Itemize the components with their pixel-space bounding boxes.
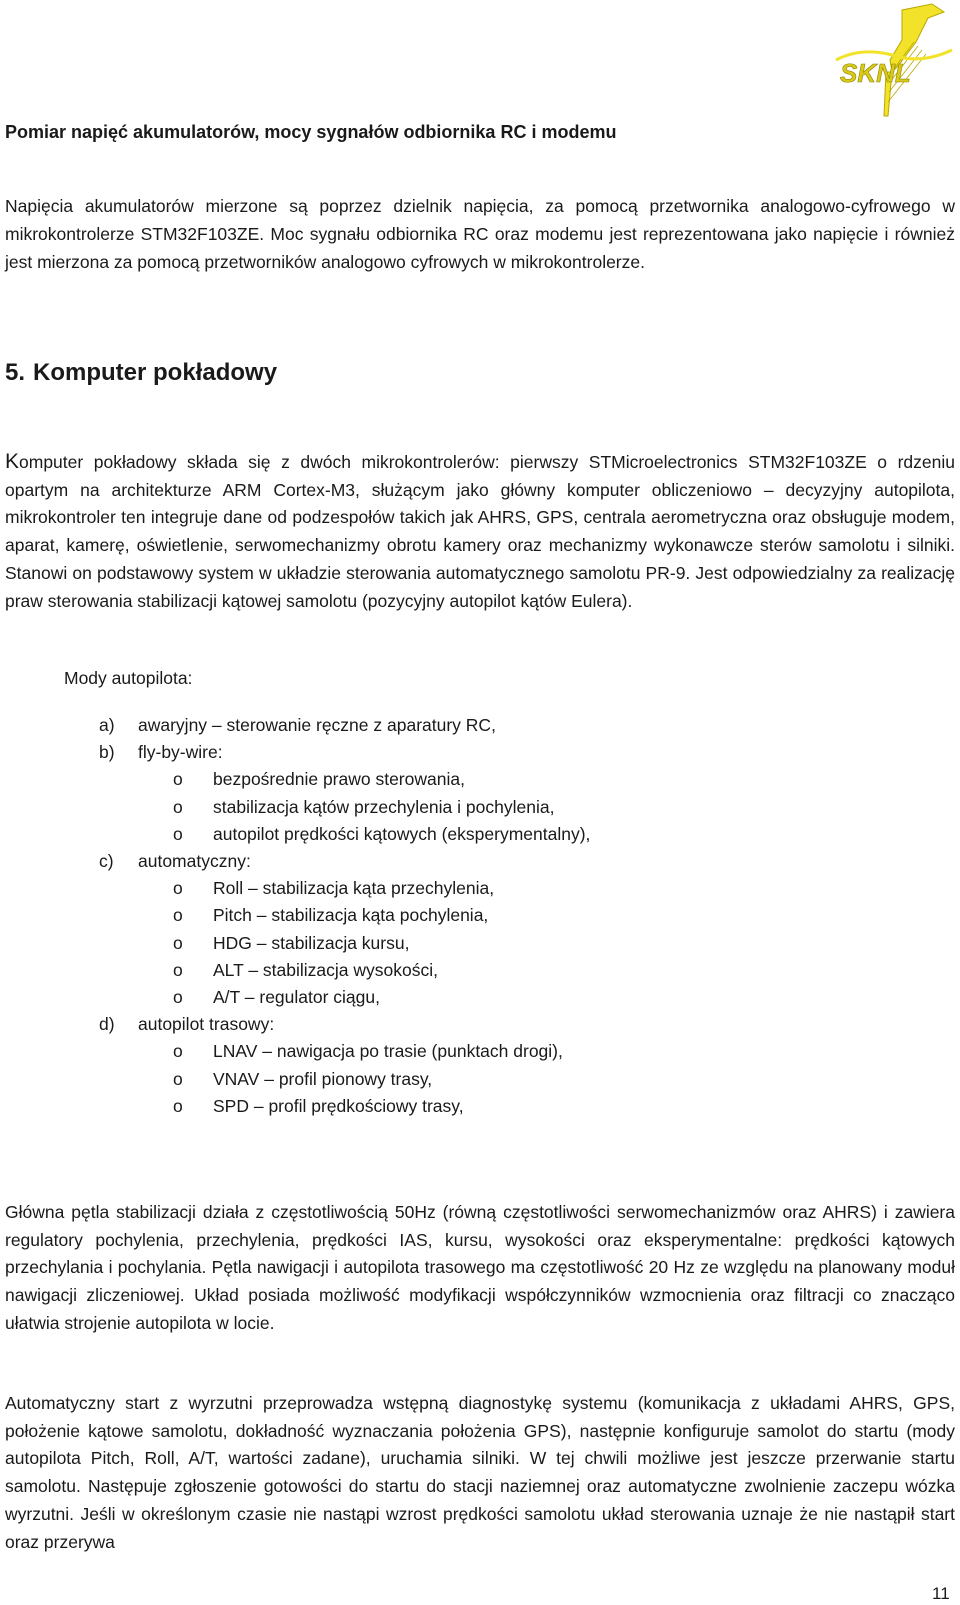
mode-text: autopilot trasowy: <box>138 1014 275 1035</box>
bullet-icon: o <box>173 823 183 844</box>
bullet-icon: o <box>173 1068 183 1089</box>
bullet-icon: o <box>173 1095 183 1116</box>
glider-logo-icon <box>832 2 956 120</box>
mode-subitem-text: Pitch – stabilizacja kąta pochylenia, <box>213 905 489 926</box>
logo-text: SKNL <box>840 58 911 88</box>
bullet-icon: o <box>173 1041 183 1062</box>
bullet-icon: o <box>173 987 183 1007</box>
bullet-icon: o <box>173 932 183 953</box>
mode-text: fly-by-wire: <box>138 742 223 763</box>
bullet-icon: o <box>173 796 183 817</box>
page-number: 11 <box>932 1584 950 1603</box>
bullet-icon: o <box>173 959 183 980</box>
mode-subitem-text: A/T – regulator ciągu, <box>213 987 380 1007</box>
mode-subitem-text: HDG – stabilizacja kursu, <box>213 932 410 953</box>
section-number: 5. <box>5 359 26 386</box>
section-title: Komputer pokładowy <box>33 359 278 386</box>
mode-letter: c) <box>99 851 114 871</box>
bullet-icon: o <box>173 905 183 926</box>
mode-subitem-text: Roll – stabilizacja kąta przechylenia, <box>213 878 495 899</box>
bullet-icon: o <box>173 769 183 790</box>
mode-subitem-text: VNAV – profil pionowy trasy, <box>213 1068 433 1089</box>
mode-letter: a) <box>99 715 115 735</box>
bullet-icon: o <box>173 878 183 899</box>
mode-subitem-text: bezpośrednie prawo sterowania, <box>213 769 465 790</box>
modes-title: Mody autopilota: <box>64 668 193 688</box>
sknl-logo <box>832 2 956 120</box>
mode-subitem-text: ALT – stabilizacja wysokości, <box>213 959 438 980</box>
paragraph-4: Automatyczny start z wyrzutni przeprowadza wstępną diagnostykę systemu (komunikacja z układami AHRS, GPS, położenie kątowe samolotu, dokładność wyznaczania położenia GPS), następnie konfiguruje samolot do startu (mody autopilota Pitch, Roll, A/T, wartości zadane), uruchamia silniki. W tej chwili możliwe jest jeszcze przerwanie startu samolotu. Następuje zgłoszenie gotowości do startu do stacji naziemnej oraz automatyczne zwolnienie zaczepu wózka wyrzutni. Jeśli w określonym czasie nie nastąpi wzrost prędkości samolotu układ sterowania uznaje że nie nastąpił start oraz przerywa <box>5 1393 955 1552</box>
mode-subitem-text: LNAV – nawigacja po trasie (punktach drogi), <box>213 1041 563 1062</box>
paragraph-3: Główna pętla stabilizacji działa z częstotliwością 50Hz (równą częstotliwości serwomechanizmów oraz AHRS) i zawiera regulatory pochylenia, przechylenia, prędkości IAS, kursu, wysokości oraz eksperymentalne: prędkości kątowych przechylania i pochylania. Pętla nawigacji i autopilota trasowego ma częstotliwość 20 Hz ze względu na planowany moduł nawigacji zliczeniowej. Układ posiada możliwość modyfikacji współczynników wzmocnienia oraz filtracji co znacząco ułatwia strojenie autopilota w locie. <box>5 1202 955 1333</box>
mode-subitem-text: autopilot prędkości kątowych (eksperymentalny), <box>213 823 591 844</box>
paragraph-2 <box>5 448 955 615</box>
mode-letter: b) <box>99 742 115 763</box>
mode-subitem-text: stabilizacja kątów przechylenia i pochylenia, <box>213 796 555 817</box>
section-heading <box>5 356 955 390</box>
paragraph-2-text: omputer pokładowy składa się z dwóch mikrokontrolerów: pierwszy STMicroelectronics STM32F103ZE o rdzeniu opartym na architekturze ARM Cortex-M3, służącym jako główny komputer obliczeniowo – decyzyjny autopilota, mikrokontroler ten integruje dane od podzespołów takich jak AHRS, GPS, centrala aerometryczna oraz obsługuje modem, aparat, kamerę, oświetlenie, serwomechanizmy obrotu kamery oraz mechanizmy wykonawcze sterów samolotu i silniki. Stanowi on podstawowy system w układzie sterowania automatycznego samolotu PR-9. Jest odpowiedzialny za realizację praw sterowania stabilizacji kątowej samolotu (pozycyjny autopilot kątów Eulera). <box>5 452 955 611</box>
paragraph-2-first-letter: K <box>5 450 20 473</box>
mode-subitem-text: SPD – profil prędkościowy trasy, <box>213 1095 464 1116</box>
mode-text: automatyczny: <box>138 851 251 871</box>
mode-text: awaryjny – sterowanie ręczne z aparatury RC, <box>138 715 496 735</box>
heading: Pomiar napięć akumulatorów, mocy sygnałów odbiornika RC i modemu <box>5 122 617 142</box>
mode-letter: d) <box>99 1014 115 1035</box>
paragraph-1: Napięcia akumulatorów mierzone są poprzez dzielnik napięcia, za pomocą przetwornika analogowo-cyfrowego w mikrokontrolerze STM32F103ZE. Moc sygnału odbiornika RC oraz modemu jest reprezentowana jako napięcie i również jest mierzona za pomocą przetworników analogowo cyfrowych w mikrokontrolerze. <box>5 196 955 272</box>
